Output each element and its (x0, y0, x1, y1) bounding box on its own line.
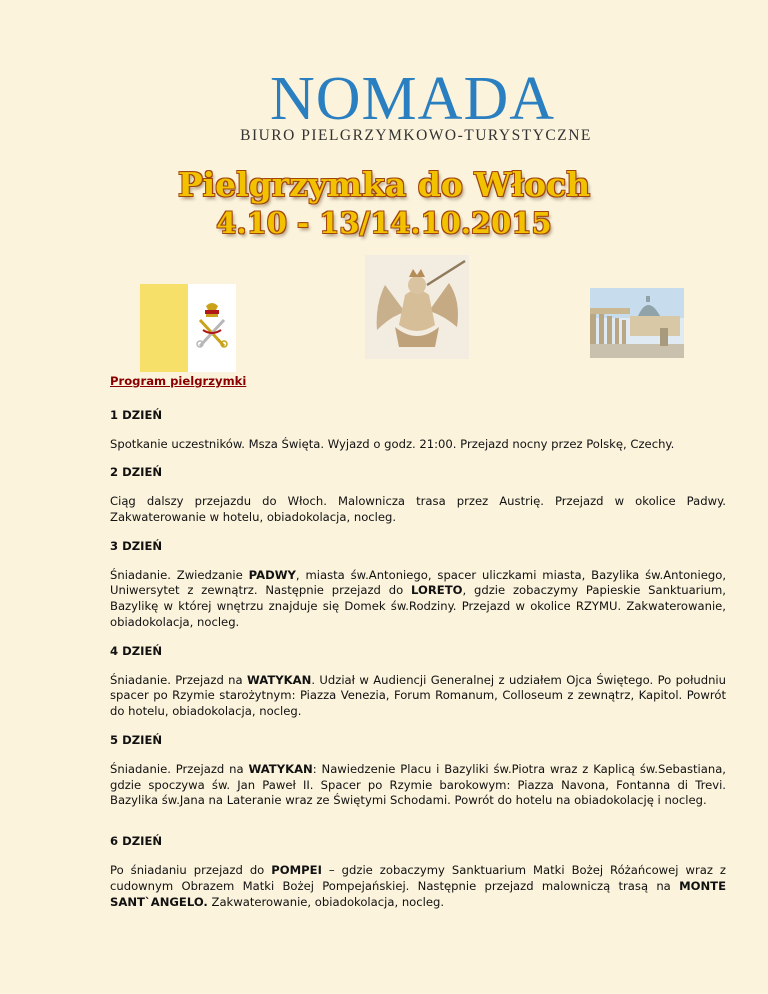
day-description: Śniadanie. Przejazd na WATYKAN. Udział w Audiencji Generalnej z udziałem Ojca Świętego. Po południu spacer po Rzymie starożytnym: Piazza Venezia, Forum Romanum, Colloseum z zewnątrz, Kapitol. Powrót do hotelu, obiadokolacja, nocleg. (110, 672, 727, 719)
place-name: WATYKAN (248, 761, 313, 776)
day-description: Ciąg dalszy przejazdu do Włoch. Malownicza trasa przez Austrię. Przejazd w okolice Padwy. Zakwaterowanie w hotelu, obiadokolacja, nocleg. (110, 494, 726, 524)
day-description: Spotkanie uczestników. Msza Święta. Wyjazd o godz. 21:00. Przejazd nocny przez Polskę, Czechy. (110, 436, 675, 451)
logo-wordmark: NOMADA (270, 65, 555, 133)
program-content (110, 370, 726, 923)
trip-dates: 4.10 - 13/14.10.2015 (216, 206, 552, 240)
day-description: Śniadanie. Przejazd na WATYKAN: Nawiedzenie Placu i Bazyliki św.Piotra wraz z Kaplicą św.Sebastiana, gdzie spoczywa św. Jan Paweł II. Spacer po Rzymie barokowym: Piazza Navona, Fontanna di Trevi. Bazylika św.Jana na Lateranie wraz ze Świętymi Schodami. Powrót do hotelu na obiadokolację i nocleg. (110, 761, 726, 808)
page-title: Pielgrzymka do Włoch (177, 165, 591, 204)
logo-tagline: BIURO PIELGRZYMKOWO-TURYSTYCZNE (240, 127, 592, 144)
place-name: LORETO (411, 583, 463, 598)
place-name: PADWY (248, 567, 296, 582)
st-peters-basilica-image (590, 288, 684, 358)
place-name: MONTE SANT`ANGELO. (110, 878, 726, 909)
vatican-flag-icon (140, 284, 236, 372)
archangel-statue-image (365, 255, 469, 359)
program-link[interactable]: Program pielgrzymki (110, 374, 247, 388)
day-heading: 2 DZIEŃ (110, 465, 163, 480)
day-heading: 4 DZIEŃ (110, 643, 163, 658)
day-heading: 1 DZIEŃ (110, 407, 163, 422)
place-name: WATYKAN (247, 672, 312, 687)
day-heading: 6 DZIEŃ (110, 834, 163, 849)
place-name: POMPEI (271, 862, 322, 877)
day-heading: 5 DZIEŃ (110, 732, 163, 747)
day-heading: 3 DZIEŃ (110, 538, 163, 553)
day-description: Śniadanie. Zwiedzanie PADWY, miasta św.Antoniego, spacer uliczkami miasta, Bazylika św.Antoniego, Uniwersytet z zewnątrz. Następnie przejazd do LORETO, gdzie zobaczymy Papieskie Sanktuarium, Bazylikę w której wnętrzu znajduje się Domek św.Rodziny. Przejazd w okolice RZYMU. Zakwaterowanie, obiadokolacja, nocleg. (110, 567, 727, 629)
day-description: Po śniadaniu przejazd do POMPEI – gdzie zobaczymy Sanktuarium Matki Bożej Różańcowej wraz z cudownym Obrazem Matki Bożej Pompejańskiej. Następnie przejazd malowniczą trasą na MONTE SANT`ANGELO. Zakwaterowanie, obiadokolacja, nocleg. (110, 862, 727, 909)
